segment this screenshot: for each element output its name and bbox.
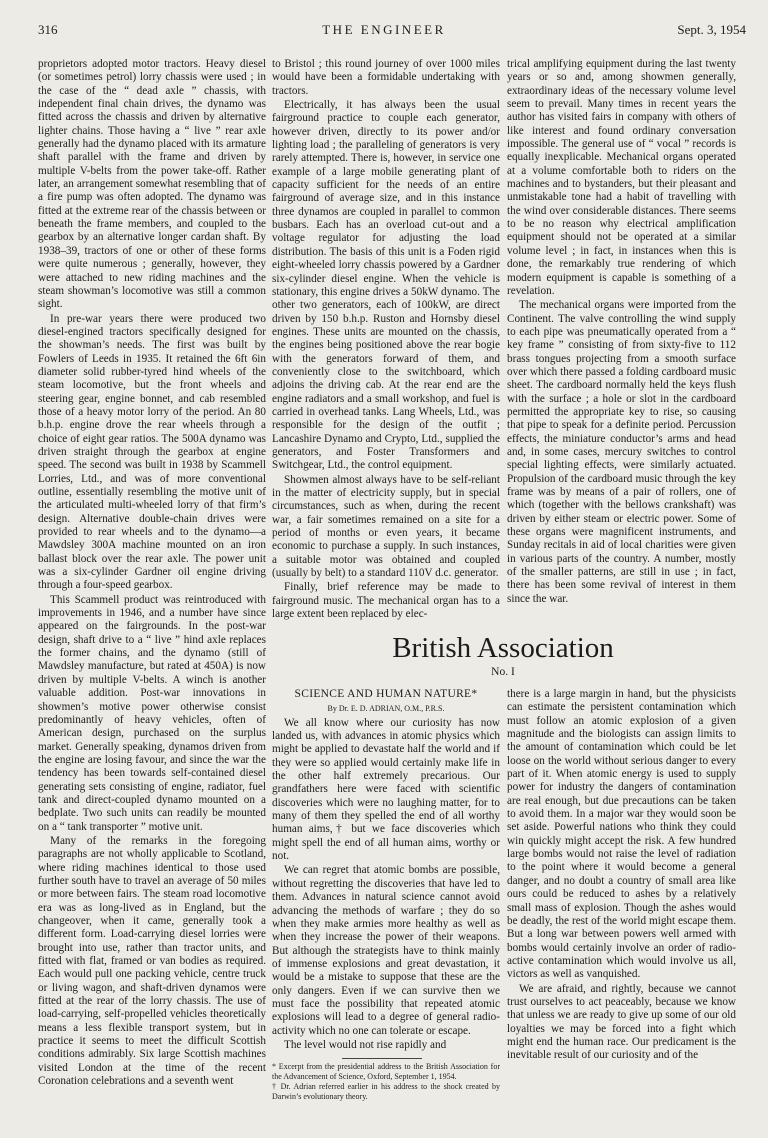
issue-date: Sept. 3, 1954 xyxy=(677,22,746,37)
footnote: * Excerpt from the presidential address to the British Association for the Advancement of Science, Oxford, September 1, 1954. xyxy=(272,1062,500,1081)
column-3 xyxy=(507,58,736,607)
paragraph: Electrically, it has always been the usual fairground practice to couple each generator, however driven, directly to its power and/or lighting load ; the paralleling of generators is very rarely attempted. There is, however, in service one example of a large mobile generating plant of capacity sufficient for the needs of an entire fairground of average size, and in this instance three dynamos are coupled in parallel to common busbars. Each has an overload cut-out and a voltage regulator for adjusting the load distribution. The basis of this unit is a Foden rigid eight-wheeled lorry chassis powered by a Gardner six-cylinder diesel engine. When the vehicle is stationary, this engine drives a 50kW dynamo. The other two generators, each of 100kW, are direct driven by 150 b.h.p. Ruston and Hornsby diesel engines. These units are mounted on the chassis, the engines being positioned above the rear bogie with the generators forward of them, and conveniently close to the switchboard, which adjoins the driving cab. At the rear end are the engine radiators and a small workshop, and fuel is carried in overhead tanks. Lang Wheels, Ltd., was responsible for the design of the outfit ; Lancashire Dynamo and Crypto, Ltd., supplied the generators, and Foster Transformers and Switchgear, Ltd., the control equipment. xyxy=(272,99,500,472)
journal-title: THE ENGINEER xyxy=(322,22,446,37)
paragraph: This Scammell product was reintroduced with improvements in 1946, and a number have since appeared on the fairgrounds. In the post-war design, shaft drive to a “ live ” hind axle replaces the former chains, and the dynamo (still of Mawdsley manufacture, but rated at 450A) is now driven by multiple V-belts. A winch is another valuable addition. Post-war innovations in showmen’s motive power otherwise consist predominantly of heavy vehicles, often of American design, purchased on the surplus market. Generally speaking, dynamos driven from the engine are losing favour, and since the war the tendency has been towards self-contained diesel generating sets consisting of engine, radiator, fuel tank and direct-coupled dynamo mounted on a bedplate. Two such units can readily be mounted on a “ tank transporter ” motive unit. xyxy=(38,593,266,833)
column-1 xyxy=(38,58,266,1089)
footnote-rule xyxy=(342,1058,422,1059)
article-author: By Dr. E. D. ADRIAN, O.M., P.R.S. xyxy=(327,704,445,714)
article-column-2 xyxy=(507,688,736,1064)
paragraph: The mechanical organs were imported from the Continent. The valve controlling the wind supply to each pipe was pneumatically operated from a “ key frame ” consisting of from sixty-five to 112 brass tongues projecting from a smooth surface over which there passed a folding cardboard music sheet. The cardboard normally held the keys flush with the surface ; a hole or slot in the cardboard permitted the appropriate key to rise, so causing that pipe to speak for a definite period. Percussion effects, the miniature conductor’s arms and head and, in some cases, mercury switches to control special lighting effects, were similarly actuated. Propulsion of the cardboard music through the key frame was by means of a pair of rollers, one of which (together with the bellows crankshaft) was driven by either steam or electric power. Some of these organs were magnificent instruments, and Sunday recitals in aid of local charities were given in various parts of the country. A number, mostly of the smaller patterns, are still in use ; in fact, there has been some revival of interest in them since the war. xyxy=(507,299,736,605)
paragraph: We can regret that atomic bombs are possible, without regretting the discoveries that have led to them. Advances in natural science cannot avoid advancing the methods of warfare ; they do so when they make armies more healthy as well as when they increase the power of their weapons. But although the strategists have to think mainly of immense explosions and great devastation, it would be a mistake to suppose that these are the only dangers. Even if we can survive then we must face the possibility that repeated atomic explosions will lead to a degree of general radio-activity which no one can tolerate or escape. xyxy=(272,864,500,1037)
page-number: 316 xyxy=(38,22,58,37)
paragraph: Showmen almost always have to be self-reliant in the matter of electricity supply, but in special circumstances, such as when, during the recent war, a fair sometimes remained on a site for a period of months or even years, it became economic to purchase a supply. In such instances, a suitable motor was obtained and coupled (usually by belt) to a standard 110V d.c. generator. xyxy=(272,473,500,580)
section-heading xyxy=(270,632,736,679)
footnote: † Dr. Adrian referred earlier in his address to the shock created by Darwin’s evolutionary theory. xyxy=(272,1082,500,1101)
paragraph: Many of the remarks in the foregoing paragraphs are not wholly applicable to Scotland, where riding machines identical to those used further south have to travel an average of 50 miles or more between fairs. The steam road locomotive era was as long-lived as in England, but the changeover, when it came, generally took a different form. Load-carrying diesel lorries were brought into use, rather than tractor units, and fitted with flat, framed or van bodies as required. Each would pull one packing vehicle, centre truck or living wagon, and shaft-driven dynamos were fitted at the rear of the lorry chassis. The use of load-carrying, self-propelled vehicles theoretically means a less flexible transport system, but in practice it seems to meet the difficult Scottish conditions admirably. Six large Scottish machines visited London at the time of the recent Coronation celebrations and a seventh went xyxy=(38,834,266,1088)
paragraph: trical amplifying equipment during the last twenty years or so and, among showmen generally, extraordinary ideas of the necessary volume level seem to prevail. Many times in recent years the author has visited fairs in company with others of like interest and found ordinary conversation impossible. The general use of “ vocal ” records is equally inexplicable. Mechanical organs operated at a volume comfortable both to riders on the machines and to bystanders, but their pleasant and unmistakable tone had a habit of travelling with the wind over considerable distances. There seems to be no reason why electrical amplification equipment should not be operated at a similar volume level ; in fact, in instances when this is done, the remarkably true rendering of which modern equipment is capable is something of a revelation. xyxy=(507,58,736,297)
article-title: SCIENCE AND HUMAN NATURE* xyxy=(294,688,478,700)
paragraph: The level would not rise rapidly and xyxy=(284,1038,447,1051)
section-title: British Association xyxy=(392,632,614,664)
paragraph: to Bristol ; this round journey of over 1000 miles would have been a formidable undertaking with tractors. xyxy=(272,58,500,97)
paragraph: In pre-war years there were produced two diesel-engined tractors specifically designed for the showman’s needs. The first was built by Fowlers of Leeds in 1935. It retained the 6ft 6in diameter solid rubber-tyred hind wheels of the steam locomotive, but the front wheels and steering gear, engine bonnet, and cab resembled those of a heavy motor lorry of the period. An 80 b.h.p. engine drove the rear wheels through a choice of eight gear ratios. The 500A dynamo was driven straight through the gearbox at engine speed. The second was built in 1938 by Scammell Lorries, Ltd., and was of more conventional outline, essentially resembling the motive unit of the articulated multi-wheeled lorry of that firm’s design. Alternative double-chain drives were provided to rear wheels and to the dynamo—a Mawdsley 300A machine mounted on an iron ballast block over the rear axle. The power unit was a six-cylinder Gardner oil engine driving through a four-speed gearbox. xyxy=(38,312,266,592)
paragraph: We all know where our curiosity has now landed us, with advances in atomic physics which might be applied to devastate half the world and if they were so applied would certainly make life in the other half extremely precarious. Our grandfathers here were faced with scientific discoveries which were no laughing matter, for to many of them they spelled the end of all worthy human aims,† but we face discoveries which might spell the end of all human aims, worthy or not. xyxy=(272,716,500,863)
section-number: No. I xyxy=(491,666,515,678)
running-header xyxy=(0,22,768,42)
paragraph: We are afraid, and rightly, because we cannot trust ourselves to act peaceably, because we know that unless we are ready to give up some of our old loyalties we may be forced into a fight which might end the human race. Our predicament is the inevitable result of our curiosity and of the xyxy=(507,982,736,1062)
column-2 xyxy=(272,58,500,622)
paragraph: there is a large margin in hand, but the physicists can estimate the persistent contamination which must follow an atomic explosion of a given magnitude and the biologists can assign limits to the amount of contamination which could be let loose on the world without serious danger to every part of it. When atomic energy is used to supply power for industry the dangers of contamination are real enough, but due precautions can be taken to avoid them. In a major war they would soon be set aside. Powerful nations who think they could win quickly might accept the risk. A few hundred large bombs would not raise the level of radiation to the point where it would become a general danger, and no doubt a country of small area like ours could be reduced to ashes by a relatively small mass of explosion. Though the ashes would be deadly, the rest of the world might escape them. But a long war between powers well armed with bombs would certainly involve an order of radio-active contamination which would involve us all, victors as well as vanquished. xyxy=(507,688,736,981)
paragraph: proprietors adopted motor tractors. Heavy diesel (or sometimes petrol) lorry chassis were used ; in the case of the “ dead axle ” chassis, with independent final chain drives, the dynamo was fitted across the chassis and driven by alternative lighter chains. Those having a “ live ” rear axle generally had the dynamo placed with its armature shaft parallel with the frame and driven by multiple V-belts from the power take-off. Rather later, an arrangement somewhat resembling that of a fire pump was often adopted. The dynamo was fitted at the extreme rear of the chassis between or beneath the frame members, and coupled to the gearbox by an alternative longer cardan shaft. By 1938–39, tractors of one or other of these forms were quite numerous ; generally, however, they were attached to new riding machines and the steam showman’s locomotive was still a common sight. xyxy=(38,58,266,311)
article-column-1 xyxy=(272,688,500,1102)
paragraph: Finally, brief reference may be made to fairground music. The mechanical organ has to a large extent been replaced by elec- xyxy=(272,581,500,621)
